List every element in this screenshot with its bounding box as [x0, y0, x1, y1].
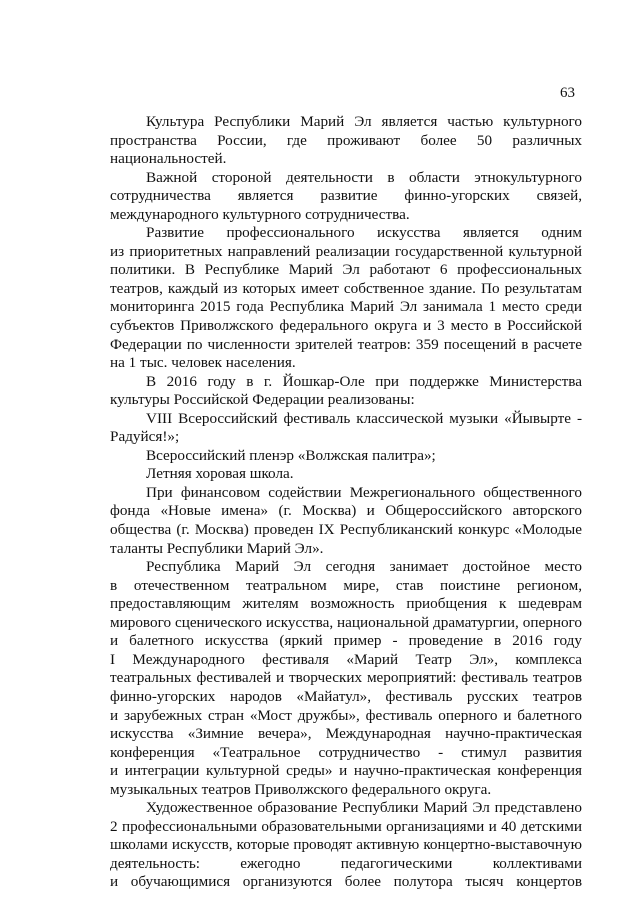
text-line: фонда «Новые имена» (г. Москва) и Общероссийского авторского [110, 502, 582, 520]
text-line: и обучающимися организуются более полутора тысяч концертов [110, 873, 582, 891]
paragraph [110, 410, 582, 447]
text-line: Всероссийский пленэр «Волжская палитра»; [146, 446, 436, 464]
text-line: 2 профессиональными образовательными организациями и 40 детскими [110, 817, 582, 835]
paragraph [110, 799, 582, 892]
text-line: мирового сценического искусства, национальной драматургии, оперного [110, 613, 582, 631]
text-line: политики. В Республике Марий Эл работают 6 профессиональных [110, 261, 582, 279]
paragraph [110, 113, 582, 169]
text-line: искусства «Зимние вечера», Международная научно-практическая [110, 725, 582, 743]
text-line: и балетного искусства (яркий пример - проведение в 2016 году [110, 632, 582, 650]
text-line: и зарубежных стран «Мост дружбы», фестиваль оперного и балетного [110, 706, 582, 724]
text-line: финно-угорских народов «Майатул», фестиваль русских театров [110, 687, 582, 705]
text-line: пространства России, где проживают более 50 различных [110, 131, 582, 149]
text-line: Радуйся!»; [110, 428, 180, 446]
text-line: и интеграции культурной среды» и научно-практическая конференция [110, 762, 582, 780]
text-line: субъектов Приволжского федерального округа и 3 место в Российской [110, 317, 582, 335]
paragraph [110, 373, 582, 410]
text-line: сотрудничества является развитие финно-угорских связей, [110, 187, 582, 205]
paragraph [110, 447, 582, 466]
paragraph [110, 224, 582, 372]
text-line: При финансовом содействии Межрегионального общественного [146, 483, 582, 501]
text-line: Федерации по численности зрителей театров: 359 посещений в расчете [110, 335, 582, 353]
text-line: театральных фестивалей и творческих мероприятий: фестиваль театров [110, 669, 582, 687]
text-line: I Международного фестиваля «Марий Театр Эл», комплекса [110, 650, 582, 668]
text-line: общества (г. Москва) проведен IX Республиканский конкурс «Молодые [110, 521, 582, 539]
text-line: культуры Российской Федерации реализованы: [110, 391, 415, 409]
document-body [110, 113, 582, 892]
text-line: В 2016 году в г. Йошкар-Оле при поддержке Министерства [146, 372, 582, 390]
text-line: мониторинга 2015 года Республика Марий Эл занимала 1 место среди [110, 298, 582, 316]
text-line: из приоритетных направлений реализации государственной культурной [110, 242, 582, 260]
text-line: международного культурного сотрудничества. [110, 205, 410, 223]
text-line: деятельность: ежегодно педагогическими коллективами [110, 854, 582, 872]
text-line: театров, каждый из которых имеет собственное здание. По результатам [110, 279, 582, 297]
text-line: в отечественном театральном мире, став поистине регионом, [110, 576, 582, 594]
text-line: Республика Марий Эл сегодня занимает достойное место [146, 558, 582, 576]
paragraph [110, 484, 582, 558]
text-line: Летняя хоровая школа. [146, 465, 294, 483]
text-line: школами искусств, которые проводят активную концертно-выставочную [110, 836, 582, 854]
text-line: Развитие профессионального искусства является одним [146, 224, 582, 242]
paragraph [110, 465, 582, 484]
text-line: предоставляющим жителям возможность приобщения к шедеврам [110, 595, 582, 613]
text-line: Культура Республики Марий Эл является частью культурного [146, 113, 582, 130]
text-line: Художественное образование Республики Марий Эл представлено [146, 799, 582, 817]
text-line: конференция «Театральное сотрудничество - стимул развития [110, 743, 582, 761]
text-line: национальностей. [110, 150, 227, 168]
text-line: Важной стороной деятельности в области этнокультурного [146, 168, 582, 186]
text-line: музыкальных театров Приволжского федерального округа. [110, 780, 492, 798]
text-line: на 1 тыс. человек населения. [110, 354, 296, 372]
paragraph [110, 169, 582, 225]
paragraph [110, 558, 582, 799]
text-line: VIII Всероссийский фестиваль классической музыки «Йывырте - [146, 409, 582, 427]
page-number: 63 [560, 85, 575, 101]
text-line: таланты Республики Марий Эл». [110, 539, 324, 557]
